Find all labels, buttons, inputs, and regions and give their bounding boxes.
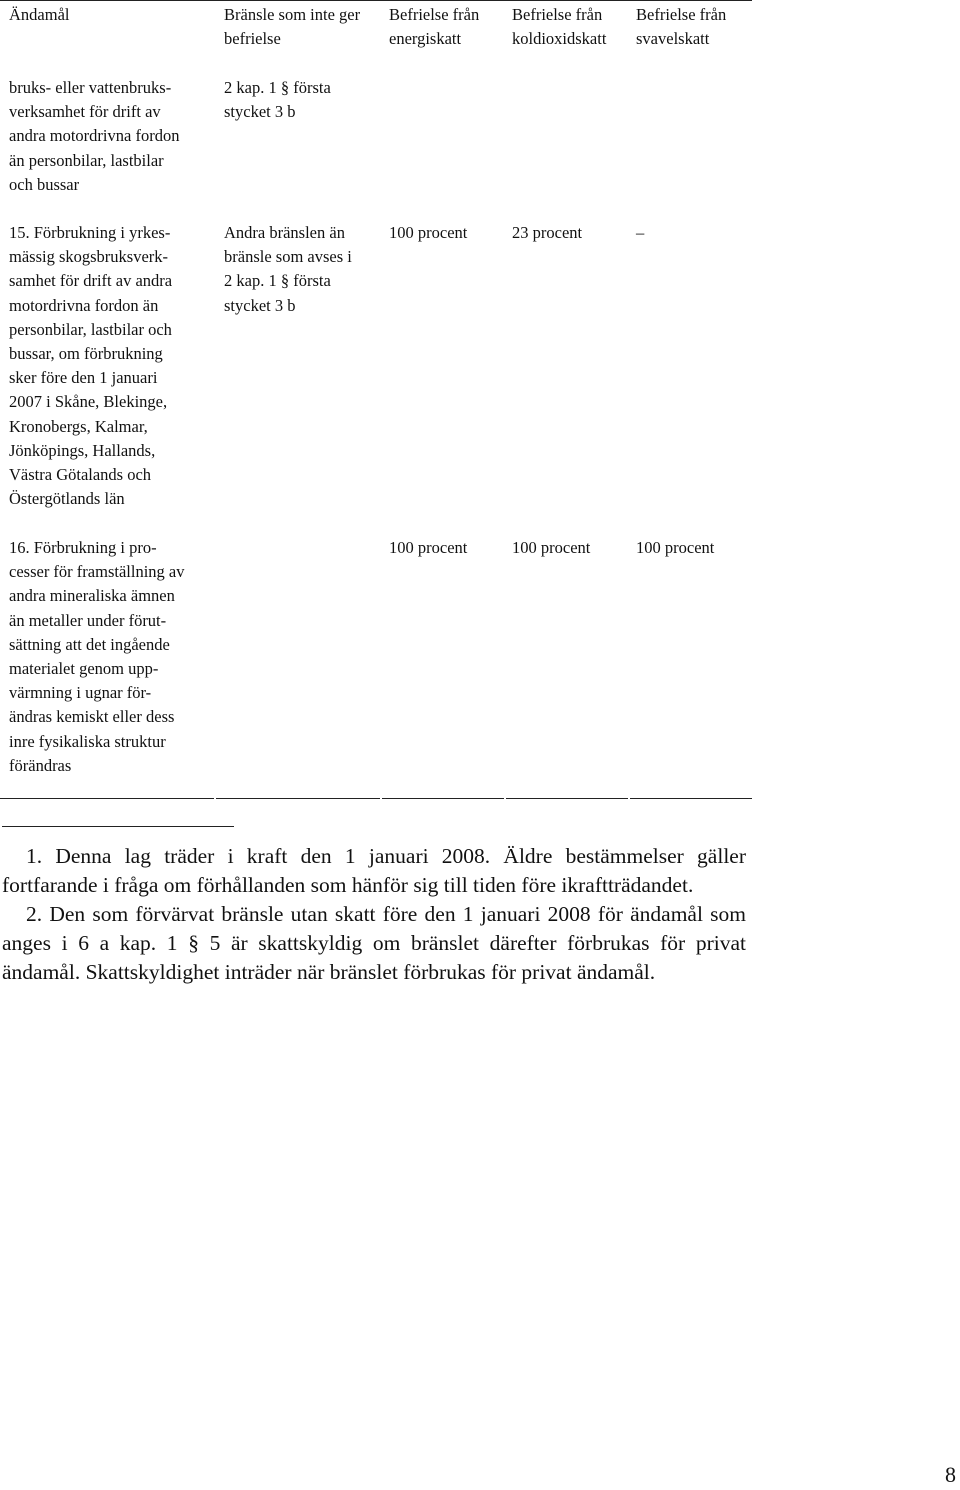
table-bottom-rule — [630, 798, 752, 799]
row-fuel: Andra bränslen än bränsle som avses i 2 kap. 1 § första stycket 3 b — [224, 223, 352, 315]
table-bottom-rule — [0, 798, 214, 799]
row-sulphur-exemption: 100 procent — [636, 538, 715, 557]
row-purpose: 15. Förbrukning i yrkes- mässig skogsbruksverk- samhet för drift av andra motordrivna fordon än personbilar, lastbilar och bussar, om förbrukning sker före den 1 januari 2007 i Skåne, Blekinge, Kronobergs, Kalmar, Jönköpings, Hallands, Västra Götalands och Östergötlands län — [9, 223, 173, 509]
header-sulphur-tax-exemption: Befrielse från svavelskatt — [636, 5, 727, 49]
row-purpose: bruks- eller vattenbruks- verksamhet för drift av andra motordrivna fordon än personbilar, lastbilar och bussar — [9, 78, 180, 194]
footnotes — [2, 842, 746, 987]
header-energy-tax-exemption: Befrielse från energiskatt — [389, 5, 480, 49]
row-energy-exemption: 100 procent — [389, 223, 468, 242]
footnote: 2. Den som förvärvat bränsle utan skatt före den 1 januari 2008 för ändamål som anges i 6 a kap. 1 § 5 är skattskyldig om bränslet därefter förbrukas för privat ändamål. Skattskyldighet inträder när bränslet förbrukas för privat ändamål. — [2, 902, 746, 984]
header-fuel-without-exemption: Bränsle som inte ger befrielse — [224, 5, 361, 49]
header-purpose: Ändamål — [9, 5, 70, 24]
row-sulphur-exemption: – — [636, 223, 645, 242]
table-bottom-rule — [506, 798, 628, 799]
row-co2-exemption: 100 procent — [512, 538, 591, 557]
footnote: 1. Denna lag träder i kraft den 1 januari 2008. Äldre bestämmelser gäller fortfarande i fråga om förhållanden som hänför sig till tiden före ikraftträdandet. — [2, 844, 746, 897]
footnote-separator — [2, 826, 234, 827]
page-number: 8 — [945, 1462, 956, 1487]
row-co2-exemption: 23 procent — [512, 223, 583, 242]
header-co2-tax-exemption: Befrielse från koldioxidskatt — [512, 5, 607, 49]
table-top-rule — [0, 0, 752, 1]
row-energy-exemption: 100 procent — [389, 538, 468, 557]
table-bottom-rule — [216, 798, 380, 799]
row-fuel: 2 kap. 1 § första stycket 3 b — [224, 78, 331, 122]
table-bottom-rule — [382, 798, 504, 799]
row-purpose: 16. Förbrukning i pro- cesser för framställning av andra mineraliska ämnen än metaller under förut- sättning att det ingående materialet genom upp- värmning i ugnar för- ändras kemiskt eller dess inre fysikaliska struktur förändras — [9, 538, 185, 775]
